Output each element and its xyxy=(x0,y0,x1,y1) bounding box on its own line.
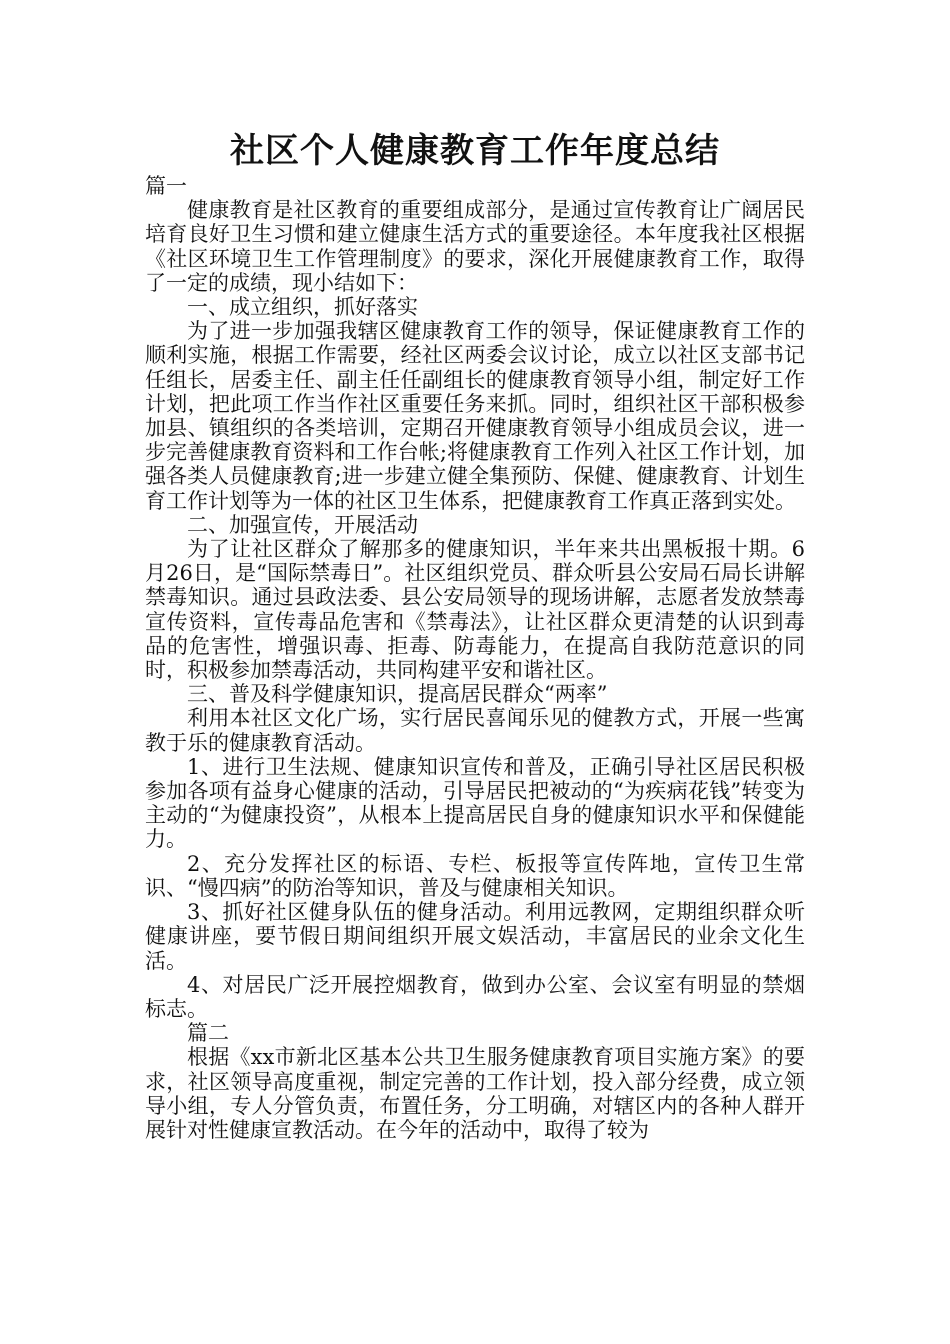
paragraph: 根据《xx市新北区基本公共卫生服务健康教育项目实施方案》的要求，社区领导高度重视，制定完善的工作计划，投入部分经费，成立领导小组，专人分管负责，布置任务，分工明确，对辖区内的各种人群开展针对性健康宣教活动。在今年的活动中，取得了较为 xyxy=(145,1045,805,1142)
paragraph: 健康教育是社区教育的重要组成部分，是通过宣传教育让广阔居民培育良好卫生习惯和建立健康生活方式的重要途径。本年度我社区根据《社区环境卫生工作管理制度》的要求，深化开展健康教育工作，取得了一定的成绩，现小结如下： xyxy=(145,198,805,295)
document-title: 社区个人健康教育工作年度总结 xyxy=(230,131,720,171)
paragraph: 一、成立组织，抓好落实 xyxy=(187,295,418,320)
paragraph: 篇一 xyxy=(145,174,187,198)
paragraph: 二、加强宣传，开展活动 xyxy=(187,512,418,537)
paragraph: 3、抓好社区健身队伍的健身活动。利用远教网，定期组织群众听健康讲座，要节假日期间组织开展文娱活动，丰富居民的业余文化生活。 xyxy=(145,900,805,973)
paragraph: 为了让社区群众了解那多的健康知识，半年来共出黑板报十期。6月26日，是“国际禁毒日”。社区组织党员、群众听县公安局石局长讲解禁毒知识。通过县政法委、县公安局领导的现场讲解，志愿者发放禁毒宣传资料，宣传毒品危害和《禁毒法》，让社区群众更清楚的认识到毒品的危害性，增强识毒、拒毒、防毒能力，在提高自我防范意识的同时，积极参加禁毒活动，共同构建平安和谐社区。 xyxy=(145,537,805,683)
paragraph: 利用本社区文化广场，实行居民喜闻乐见的健教方式，开展一些寓教于乐的健康教育活动。 xyxy=(145,706,805,755)
paragraph: 2、充分发挥社区的标语、专栏、板报等宣传阵地，宣传卫生常识、“慢四病”的防治等知识，普及与健康相关知识。 xyxy=(145,851,805,900)
paragraph: 三、普及科学健康知识，提高居民群众“两率” xyxy=(187,682,608,707)
paragraph: 篇二 xyxy=(187,1021,229,1046)
paragraph: 1、进行卫生法规、健康知识宣传和普及，正确引导社区居民积极参加各项有益身心健康的活动，引导居民把被动的“为疾病花钱”转变为主动的“为健康投资”，从根本上提高居民自身的健康知识水平和保健能力。 xyxy=(145,754,805,852)
paragraph: 4、对居民广泛开展控烟教育，做到办公室、会议室有明显的禁烟标志。 xyxy=(145,972,805,1021)
document-page xyxy=(145,128,805,1142)
document-body xyxy=(145,174,805,1142)
paragraph: 为了进一步加强我辖区健康教育工作的领导，保证健康教育工作的顺利实施，根据工作需要，经社区两委会议讨论，成立以社区支部书记任组长，居委主任、副主任任副组长的健康教育领导小组，制定好工作计划，把此项工作当作社区重要任务来抓。同时，组织社区干部积极参加县、镇组织的各类培训，定期召开健康教育领导小组成员会议，进一步完善健康教育资料和工作台帐;将健康教育工作列入社区工作计划，加强各类人员健康教育;进一步建立健全集预防、保健、健康教育、计划生育工作计划等为一体的社区卫生体系，把健康教育工作真正落到实处。 xyxy=(145,319,805,513)
